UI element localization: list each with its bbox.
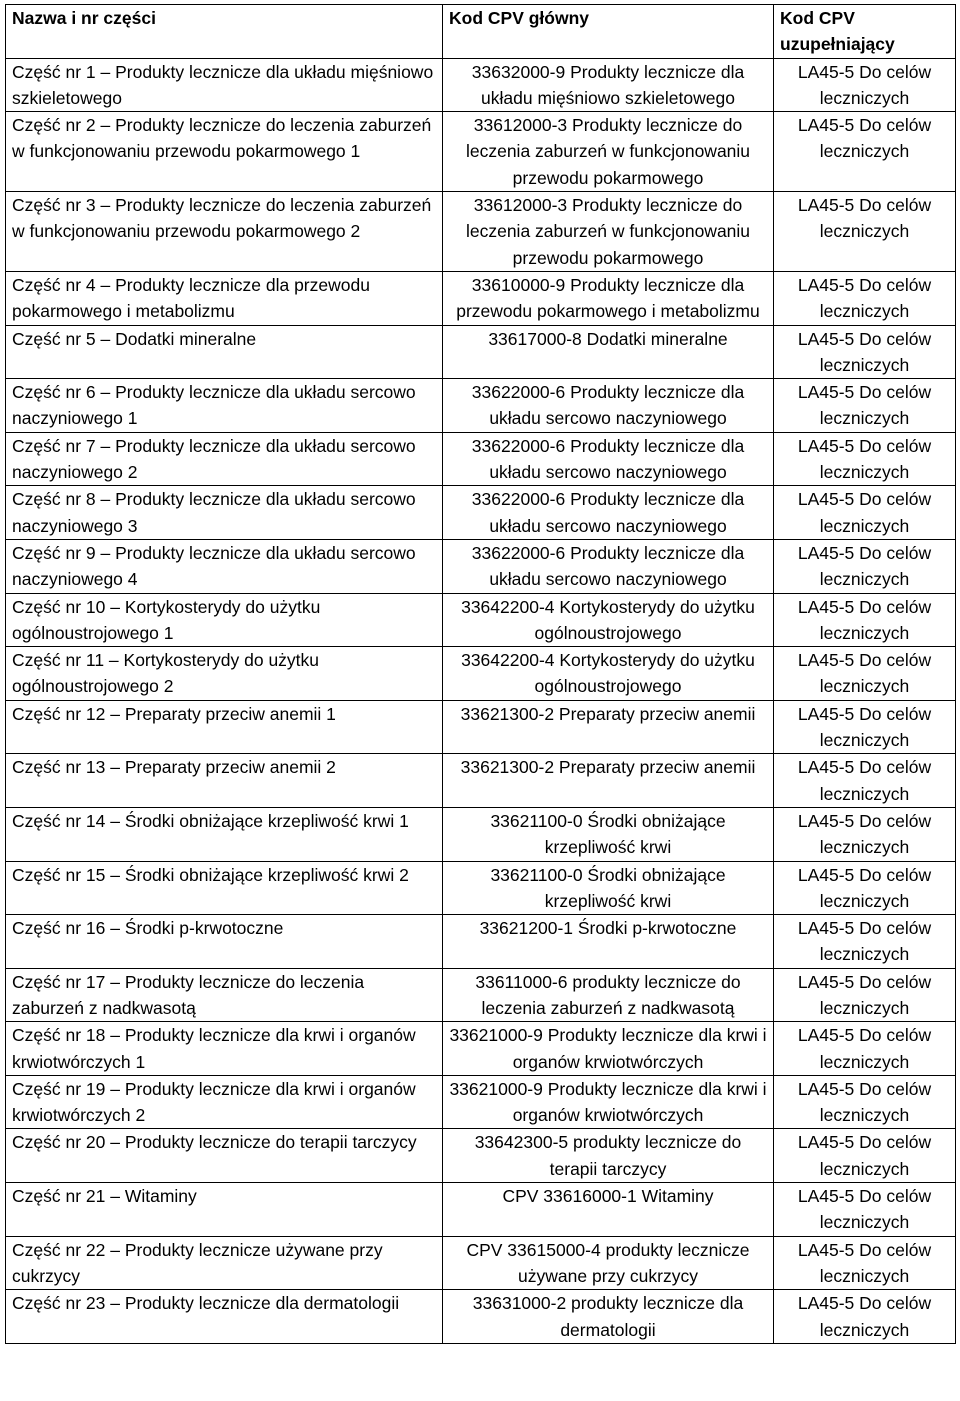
table-row — [6, 754, 956, 808]
cpv-extra-cell: LA45-5 Do celów leczniczych — [774, 593, 956, 647]
header-cpv-extra: Kod CPV uzupełniający — [774, 5, 956, 59]
cpv-parts-table — [5, 4, 956, 1344]
table-row — [6, 861, 956, 915]
cpv-main-cell: 33612000-3 Produkty lecznicze do leczenia zaburzeń w funkcjonowaniu przewodu pokarmowego — [443, 112, 774, 192]
cpv-main-cell: 33642200-4 Kortykosterydy do użytku ogólnoustrojowego — [443, 647, 774, 701]
cpv-extra-cell: LA45-5 Do celów leczniczych — [774, 1129, 956, 1183]
cpv-main-cell: CPV 33616000-1 Witaminy — [443, 1183, 774, 1237]
cpv-main-cell: 33621000-9 Produkty lecznicze dla krwi i organów krwiotwórczych — [443, 1075, 774, 1129]
cpv-extra-cell: LA45-5 Do celów leczniczych — [774, 271, 956, 325]
cpv-main-cell: 33631000-2 produkty lecznicze dla dermatologii — [443, 1290, 774, 1344]
cpv-extra-cell: LA45-5 Do celów leczniczych — [774, 1236, 956, 1290]
part-name-cell: Część nr 10 – Kortykosterydy do użytku ogólnoustrojowego 1 — [6, 593, 443, 647]
table-row — [6, 1129, 956, 1183]
table-row — [6, 1183, 956, 1237]
header-part-name: Nazwa i nr części — [6, 5, 443, 59]
cpv-main-cell: 33621200-1 Środki p-krwotoczne — [443, 915, 774, 969]
part-name-cell: Część nr 19 – Produkty lecznicze dla krwi i organów krwiotwórczych 2 — [6, 1075, 443, 1129]
table-row — [6, 647, 956, 701]
part-name-cell: Część nr 2 – Produkty lecznicze do leczenia zaburzeń w funkcjonowaniu przewodu pokarmowego 1 — [6, 112, 443, 192]
cpv-extra-cell: LA45-5 Do celów leczniczych — [774, 1075, 956, 1129]
table-row — [6, 700, 956, 754]
part-name-cell: Część nr 21 – Witaminy — [6, 1183, 443, 1237]
part-name-cell: Część nr 9 – Produkty lecznicze dla układu sercowo naczyniowego 4 — [6, 539, 443, 593]
part-name-cell: Część nr 4 – Produkty lecznicze dla przewodu pokarmowego i metabolizmu — [6, 271, 443, 325]
cpv-extra-cell: LA45-5 Do celów leczniczych — [774, 915, 956, 969]
cpv-extra-cell: LA45-5 Do celów leczniczych — [774, 754, 956, 808]
part-name-cell: Część nr 7 – Produkty lecznicze dla układu sercowo naczyniowego 2 — [6, 432, 443, 486]
cpv-extra-cell: LA45-5 Do celów leczniczych — [774, 325, 956, 379]
cpv-main-cell: 33642300-5 produkty lecznicze do terapii tarczycy — [443, 1129, 774, 1183]
part-name-cell: Część nr 3 – Produkty lecznicze do leczenia zaburzeń w funkcjonowaniu przewodu pokarmowego 2 — [6, 192, 443, 272]
table-row — [6, 58, 956, 112]
cpv-main-cell: 33622000-6 Produkty lecznicze dla układu sercowo naczyniowego — [443, 486, 774, 540]
table-row — [6, 1236, 956, 1290]
part-name-cell: Część nr 17 – Produkty lecznicze do leczenia zaburzeń z nadkwasotą — [6, 968, 443, 1022]
cpv-extra-cell: LA45-5 Do celów leczniczych — [774, 968, 956, 1022]
cpv-main-cell: 33621100-0 Środki obniżające krzepliwość krwi — [443, 807, 774, 861]
cpv-extra-cell: LA45-5 Do celów leczniczych — [774, 539, 956, 593]
cpv-main-cell: 33622000-6 Produkty lecznicze dla układu sercowo naczyniowego — [443, 379, 774, 433]
part-name-cell: Część nr 23 – Produkty lecznicze dla dermatologii — [6, 1290, 443, 1344]
cpv-main-cell: 33642200-4 Kortykosterydy do użytku ogólnoustrojowego — [443, 593, 774, 647]
table-row — [6, 807, 956, 861]
cpv-main-cell: 33621300-2 Preparaty przeciw anemii — [443, 754, 774, 808]
cpv-main-cell: 33622000-6 Produkty lecznicze dla układu sercowo naczyniowego — [443, 539, 774, 593]
cpv-extra-cell: LA45-5 Do celów leczniczych — [774, 192, 956, 272]
table-row — [6, 915, 956, 969]
part-name-cell: Część nr 13 – Preparaty przeciw anemii 2 — [6, 754, 443, 808]
table-row — [6, 1022, 956, 1076]
part-name-cell: Część nr 8 – Produkty lecznicze dla układu sercowo naczyniowego 3 — [6, 486, 443, 540]
table-row — [6, 112, 956, 192]
table-row — [6, 539, 956, 593]
cpv-main-cell: 33617000-8 Dodatki mineralne — [443, 325, 774, 379]
table-row — [6, 192, 956, 272]
cpv-main-cell: CPV 33615000-4 produkty lecznicze używane przy cukrzycy — [443, 1236, 774, 1290]
cpv-main-cell: 33611000-6 produkty lecznicze do leczenia zaburzeń z nadkwasotą — [443, 968, 774, 1022]
part-name-cell: Część nr 12 – Preparaty przeciw anemii 1 — [6, 700, 443, 754]
part-name-cell: Część nr 6 – Produkty lecznicze dla układu sercowo naczyniowego 1 — [6, 379, 443, 433]
table-row — [6, 325, 956, 379]
part-name-cell: Część nr 20 – Produkty lecznicze do terapii tarczycy — [6, 1129, 443, 1183]
cpv-extra-cell: LA45-5 Do celów leczniczych — [774, 1183, 956, 1237]
cpv-main-cell: 33632000-9 Produkty lecznicze dla układu mięśniowo szkieletowego — [443, 58, 774, 112]
part-name-cell: Część nr 18 – Produkty lecznicze dla krwi i organów krwiotwórczych 1 — [6, 1022, 443, 1076]
table-row — [6, 1290, 956, 1344]
cpv-main-cell: 33612000-3 Produkty lecznicze do leczenia zaburzeń w funkcjonowaniu przewodu pokarmowego — [443, 192, 774, 272]
table-row — [6, 379, 956, 433]
header-cpv-main: Kod CPV główny — [443, 5, 774, 59]
cpv-extra-cell: LA45-5 Do celów leczniczych — [774, 58, 956, 112]
cpv-extra-cell: LA45-5 Do celów leczniczych — [774, 379, 956, 433]
cpv-extra-cell: LA45-5 Do celów leczniczych — [774, 112, 956, 192]
table-row — [6, 593, 956, 647]
table-row — [6, 432, 956, 486]
cpv-extra-cell: LA45-5 Do celów leczniczych — [774, 432, 956, 486]
cpv-main-cell: 33622000-6 Produkty lecznicze dla układu sercowo naczyniowego — [443, 432, 774, 486]
cpv-main-cell: 33610000-9 Produkty lecznicze dla przewodu pokarmowego i metabolizmu — [443, 271, 774, 325]
cpv-extra-cell: LA45-5 Do celów leczniczych — [774, 1290, 956, 1344]
part-name-cell: Część nr 11 – Kortykosterydy do użytku ogólnoustrojowego 2 — [6, 647, 443, 701]
table-row — [6, 486, 956, 540]
table-row — [6, 1075, 956, 1129]
part-name-cell: Część nr 16 – Środki p-krwotoczne — [6, 915, 443, 969]
part-name-cell: Część nr 15 – Środki obniżające krzepliwość krwi 2 — [6, 861, 443, 915]
header-row — [6, 5, 956, 59]
cpv-extra-cell: LA45-5 Do celów leczniczych — [774, 486, 956, 540]
cpv-extra-cell: LA45-5 Do celów leczniczych — [774, 700, 956, 754]
table-row — [6, 968, 956, 1022]
part-name-cell: Część nr 5 – Dodatki mineralne — [6, 325, 443, 379]
cpv-extra-cell: LA45-5 Do celów leczniczych — [774, 1022, 956, 1076]
cpv-main-cell: 33621300-2 Preparaty przeciw anemii — [443, 700, 774, 754]
part-name-cell: Część nr 1 – Produkty lecznicze dla układu mięśniowo szkieletowego — [6, 58, 443, 112]
part-name-cell: Część nr 14 – Środki obniżające krzepliwość krwi 1 — [6, 807, 443, 861]
cpv-extra-cell: LA45-5 Do celów leczniczych — [774, 647, 956, 701]
part-name-cell: Część nr 22 – Produkty lecznicze używane przy cukrzycy — [6, 1236, 443, 1290]
cpv-extra-cell: LA45-5 Do celów leczniczych — [774, 861, 956, 915]
cpv-extra-cell: LA45-5 Do celów leczniczych — [774, 807, 956, 861]
table-row — [6, 271, 956, 325]
cpv-main-cell: 33621000-9 Produkty lecznicze dla krwi i organów krwiotwórczych — [443, 1022, 774, 1076]
cpv-main-cell: 33621100-0 Środki obniżające krzepliwość krwi — [443, 861, 774, 915]
